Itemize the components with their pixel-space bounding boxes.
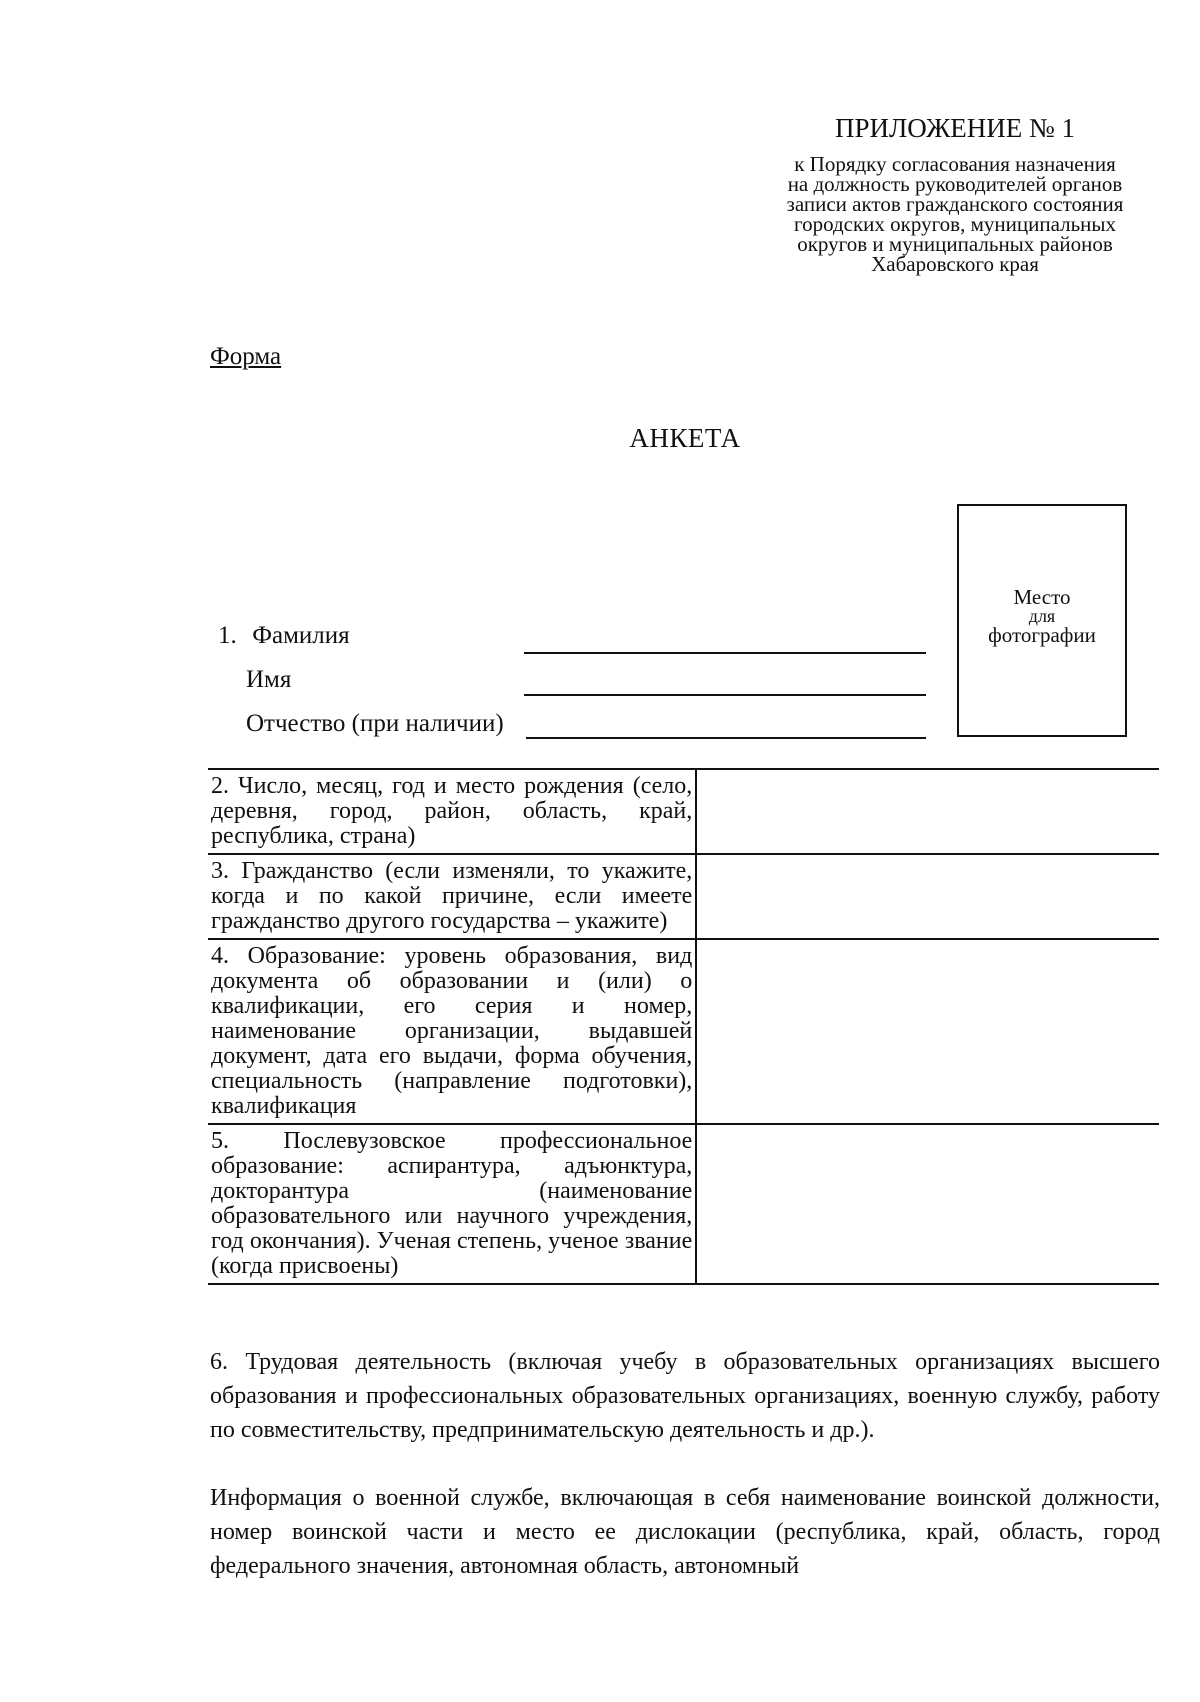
section-6-paragraph: 6. Трудовая деятельность (включая учебу в образовательных организациях высшего образования и профессиональных образовательных организациях, военную службу, работу по совместительству, предпринимательскую деятельность и др.). [210, 1349, 1160, 1443]
surname-text: Фамилия [252, 622, 350, 649]
photo-label-line3: фотографии [988, 623, 1096, 647]
answer-cell[interactable] [696, 1124, 1159, 1284]
field-number: 1. [218, 622, 237, 649]
appendix-line: на должность руководителей органов [787, 172, 1123, 196]
photo-label-line2: для [1028, 606, 1056, 626]
first-name-field[interactable] [524, 694, 926, 696]
surname-label [218, 622, 350, 650]
table-row [208, 939, 1159, 1124]
answer-cell[interactable] [696, 939, 1159, 1124]
patronymic-label: Отчество (при наличии) [246, 710, 504, 737]
patronymic-field[interactable] [526, 737, 926, 739]
appendix-line: городских округов, муниципальных [793, 212, 1116, 236]
table-row [208, 854, 1159, 939]
question-cell: 5. Послевузовское профессиональное образование: аспирантура, адъюнктура, докторантура (наименование образовательного или научного учреждения, год окончания). Ученая степень, ученое звание (когда присвоены) [208, 1124, 696, 1284]
form-label: Форма [210, 343, 282, 370]
appendix-line: Хабаровского края [871, 252, 1039, 276]
table-row [208, 769, 1159, 854]
table-row [208, 1124, 1159, 1284]
answer-cell[interactable] [696, 769, 1159, 854]
appendix-line: округов и муниципальных районов [797, 232, 1113, 256]
military-service-paragraph: Информация о военной службе, включающая в себя наименование воинской должности, номер воинской части и место ее дислокации (республика, край, область, город федерального значения, автономная область, автономный [210, 1485, 1160, 1579]
answer-cell[interactable] [696, 854, 1159, 939]
appendix-line: к Порядку согласования назначения [794, 152, 1116, 176]
appendix-title: ПРИЛОЖЕНИЕ № 1 [834, 113, 1076, 143]
surname-field[interactable] [524, 652, 926, 654]
appendix-line: записи актов гражданского состояния [786, 192, 1124, 216]
question-cell: 4. Образование: уровень образования, вид документа об образовании и (или) о квалификации, его серия и номер, наименование организации, выдавшей документ, дата его выдачи, форма обучения, специальность (направление подготовки), квалификация [208, 939, 696, 1124]
questionnaire-table [208, 768, 1159, 1285]
question-cell: 3. Гражданство (если изменяли, то укажите, когда и по какой причине, если имеете гражданство другого государства – укажите) [208, 854, 696, 939]
document-title: АНКЕТА [629, 423, 741, 453]
question-cell: 2. Число, месяц, год и место рождения (село, деревня, город, район, область, край, республика, страна) [208, 769, 696, 854]
appendix-header [740, 112, 1170, 274]
first-name-label: Имя [246, 666, 292, 693]
photo-placeholder [957, 504, 1127, 737]
photo-label-line1: Место [1013, 585, 1071, 609]
